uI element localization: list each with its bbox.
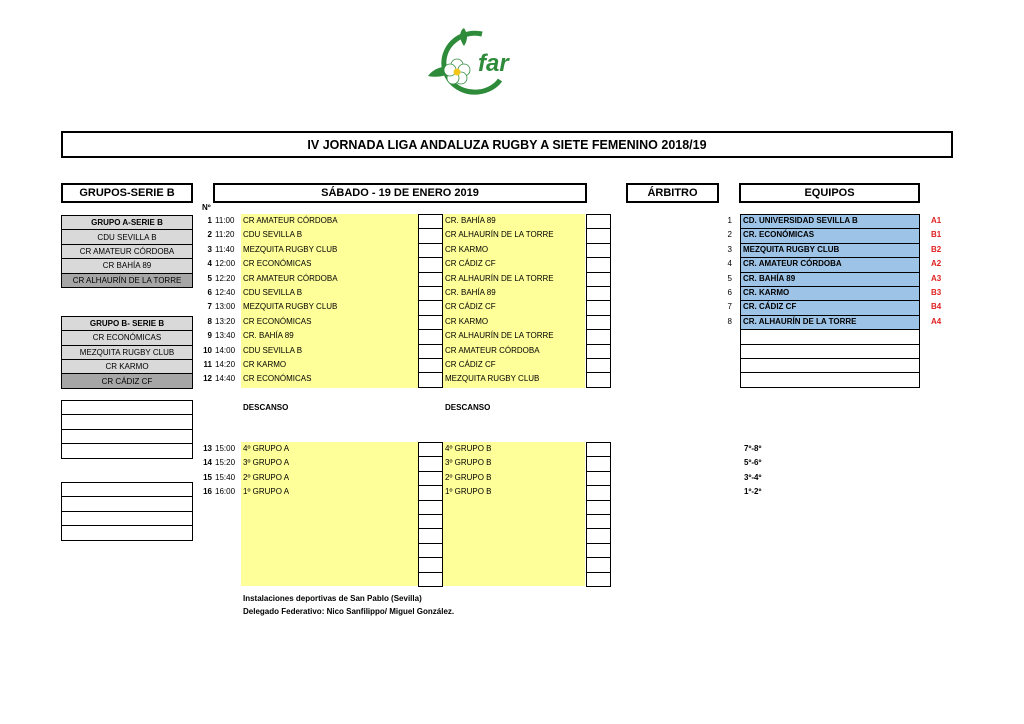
team-code: A1 (931, 216, 942, 225)
placement-label: 3º-4º (744, 472, 762, 482)
group-cell: CR KARMO (61, 359, 193, 374)
score-b-box (586, 442, 611, 457)
team-index: 6 (727, 288, 732, 297)
score-a-box (418, 485, 443, 500)
team-b-name: 4º GRUPO B (445, 444, 492, 453)
placement-label: 5º-6º (744, 458, 762, 468)
team-a-name: CDU SEVILLA B (243, 345, 303, 355)
score-b-box (586, 300, 611, 315)
match-time: 12:40 (215, 288, 236, 297)
rest-label-a: DESCANSO (243, 403, 289, 412)
referee-header-label: ÁRBITRO (647, 187, 698, 199)
score-a-box (418, 329, 443, 344)
delegate-text: Delegado Federativo: Nico Sanfilippo/ Miguel González. (243, 607, 455, 616)
team-b-name: CR CÁDIZ CF (445, 360, 496, 369)
team-code: B1 (931, 230, 942, 240)
team-a-name: CR AMATEUR CÓRDOBA (243, 216, 338, 225)
team-a-name: CDU SEVILLA B (243, 288, 303, 297)
group-cell: CR AMATEUR CÓRDOBA (61, 244, 193, 259)
score-a-box (418, 528, 443, 543)
groups-header (61, 183, 193, 203)
team-empty-row (740, 329, 920, 344)
score-b-box (586, 329, 611, 344)
empty-row (61, 525, 193, 540)
date-header (213, 183, 587, 203)
score-a-box (418, 300, 443, 315)
score-a-box (418, 572, 443, 587)
match-time: 15:40 (215, 472, 236, 482)
group-cell: CR CÁDIZ CF (61, 373, 193, 388)
group-cell: CR ECONÓMICAS (61, 330, 193, 345)
team-b-name: CR AMATEUR CÓRDOBA (445, 345, 540, 355)
team-b-name: CR CÁDIZ CF (445, 302, 496, 312)
empty-row (61, 400, 193, 415)
team-b-name: CR CÁDIZ CF (445, 259, 496, 269)
team-index: 1 (727, 216, 732, 225)
match-number: 15 (203, 472, 212, 482)
match-time: 13:40 (215, 331, 236, 341)
score-a-box (418, 257, 443, 272)
score-b-box (586, 557, 611, 572)
match-time: 15:20 (215, 458, 236, 468)
empty-row (61, 429, 193, 444)
team-entry: CR. AMATEUR CÓRDOBA (740, 257, 920, 272)
group-cell: CDU SEVILLA B (61, 229, 193, 244)
team-a-name: CR AMATEUR CÓRDOBA (243, 273, 338, 283)
team-b-name: MEZQUITA RUGBY CLUB (445, 374, 540, 384)
match-number: 14 (203, 458, 212, 468)
score-b-box (586, 471, 611, 486)
match-time: 13:00 (215, 302, 236, 312)
empty-row (61, 482, 193, 497)
match-number: 2 (207, 230, 212, 240)
team-entry: CR. BAHÍA 89 (740, 272, 920, 287)
score-a-box (418, 456, 443, 471)
group-cell: CR ALHAURÍN DE LA TORRE (61, 273, 193, 288)
score-b-box (586, 344, 611, 359)
team-b-name: CR ALHAURÍN DE LA TORRE (445, 230, 554, 240)
placement-label: 1º-2º (744, 487, 762, 497)
team-code: A2 (931, 259, 942, 269)
empty-row (61, 511, 193, 526)
logo-text: far (478, 50, 509, 77)
score-a-box (418, 557, 443, 572)
score-b-box (586, 572, 611, 587)
team-b-name: 2º GRUPO B (445, 472, 492, 482)
empty-row (61, 414, 193, 429)
team-b-name: CR. BAHÍA 89 (445, 216, 496, 225)
team-entry: CR. ALHAURÍN DE LA TORRE (740, 315, 920, 330)
team-a-name: CR ECONÓMICAS (243, 374, 312, 384)
score-b-box (586, 315, 611, 330)
score-b-box (586, 372, 611, 387)
team-b-name: CR KARMO (445, 244, 489, 254)
match-number: 9 (207, 331, 212, 341)
match-number: 7 (207, 302, 212, 312)
page-title (61, 131, 953, 158)
score-a-box (418, 315, 443, 330)
team-index: 5 (727, 273, 732, 283)
score-b-box (586, 272, 611, 287)
group-cell: MEZQUITA RUGBY CLUB (61, 345, 193, 360)
score-b-box (586, 543, 611, 558)
team-a-name: 2º GRUPO A (243, 472, 290, 482)
score-b-box (586, 286, 611, 301)
teams-header-label: EQUIPOS (804, 187, 855, 199)
team-index: 2 (727, 230, 732, 240)
match-time: 14:20 (215, 360, 236, 369)
page-title-text: IV JORNADA LIGA ANDALUZA RUGBY A SIETE FEMENINO 2018/19 (307, 137, 707, 152)
score-a-box (418, 358, 443, 373)
match-number: 8 (207, 316, 212, 326)
group-cell: GRUPO A-SERIE B (61, 215, 193, 230)
team-a-name: MEZQUITA RUGBY CLUB (243, 302, 338, 312)
team-entry: MEZQUITA RUGBY CLUB (740, 243, 920, 258)
match-number: 11 (203, 360, 212, 369)
score-a-box (418, 543, 443, 558)
match-number: 3 (207, 244, 212, 254)
match-time: 11:40 (215, 244, 235, 254)
team-a-name: CDU SEVILLA B (243, 230, 303, 240)
team-entry: CR. KARMO (740, 286, 920, 301)
score-a-box (418, 471, 443, 486)
team-empty-row (740, 344, 920, 359)
score-a-box (418, 372, 443, 387)
team-b-name: CR ALHAURÍN DE LA TORRE (445, 273, 554, 283)
team-a-name: MEZQUITA RUGBY CLUB (243, 244, 338, 254)
score-a-box (418, 243, 443, 258)
team-entry: CD. UNIVERSIDAD SEVILLA B (740, 214, 920, 229)
group-cell: CR BAHÍA 89 (61, 258, 193, 273)
score-b-box (586, 485, 611, 500)
score-b-box (586, 500, 611, 515)
match-time: 12:20 (215, 273, 236, 283)
match-number: 16 (203, 487, 212, 497)
match-number: 4 (207, 259, 212, 269)
team-code: B2 (931, 244, 942, 254)
team-a-name: 1º GRUPO A (243, 487, 290, 497)
team-code: A4 (931, 316, 942, 326)
team-index: 3 (727, 244, 732, 254)
score-b-box (586, 243, 611, 258)
score-a-box (418, 214, 443, 229)
team-empty-row (740, 372, 920, 387)
group-cell: GRUPO B- SERIE B (61, 316, 193, 331)
team-a-name: 4º GRUPO A (243, 444, 290, 453)
match-number: 1 (207, 216, 212, 225)
rest-label-b: DESCANSO (445, 403, 491, 412)
team-code: B3 (931, 288, 942, 297)
team-empty-row (740, 358, 920, 373)
placement-label: 7º-8º (744, 444, 762, 453)
match-time: 11:00 (215, 216, 235, 225)
team-index: 7 (727, 302, 732, 312)
match-number: 13 (203, 444, 212, 453)
score-b-box (586, 358, 611, 373)
match-time: 14:40 (215, 374, 236, 384)
match-time: 15:00 (215, 444, 236, 453)
score-b-box (586, 514, 611, 529)
empty-row (61, 496, 193, 511)
team-a-name: CR. BAHÍA 89 (243, 331, 294, 341)
score-b-box (586, 456, 611, 471)
number-header: Nº (202, 203, 211, 212)
team-b-name: CR ALHAURÍN DE LA TORRE (445, 331, 554, 341)
teams-header (739, 183, 920, 203)
far-logo-graphic (424, 28, 524, 98)
referee-header (626, 183, 719, 203)
score-b-box (586, 214, 611, 229)
team-a-name: CR ECONÓMICAS (243, 259, 312, 269)
match-number: 6 (207, 288, 212, 297)
team-index: 8 (727, 316, 732, 326)
team-a-name: CR KARMO (243, 360, 287, 369)
team-b-name: 3º GRUPO B (445, 458, 492, 468)
team-b-name: CR. BAHÍA 89 (445, 288, 496, 297)
score-b-box (586, 228, 611, 243)
match-time: 11:20 (215, 230, 235, 240)
match-number: 10 (203, 345, 212, 355)
team-code: A3 (931, 273, 942, 283)
match-time: 12:00 (215, 259, 236, 269)
score-a-box (418, 442, 443, 457)
score-a-box (418, 286, 443, 301)
team-code: B4 (931, 302, 942, 312)
match-time: 16:00 (215, 487, 236, 497)
score-b-box (586, 528, 611, 543)
score-a-box (418, 228, 443, 243)
score-a-box (418, 500, 443, 515)
venue-text: Instalaciones deportivas de San Pablo (Sevilla) (243, 594, 422, 603)
team-b-name: 1º GRUPO B (445, 487, 492, 497)
far-logo (424, 28, 524, 98)
team-a-name: 3º GRUPO A (243, 458, 290, 468)
empty-row (61, 443, 193, 458)
match-number: 12 (203, 374, 212, 384)
team-entry: CR. ECONÓMICAS (740, 228, 920, 243)
score-a-box (418, 272, 443, 287)
match-time: 14:00 (215, 345, 236, 355)
team-entry: CR. CÁDIZ CF (740, 300, 920, 315)
score-a-box (418, 344, 443, 359)
team-a-name: CR ECONÓMICAS (243, 316, 312, 326)
match-number: 5 (207, 273, 212, 283)
score-a-box (418, 514, 443, 529)
date-header-label: SÁBADO - 19 DE ENERO 2019 (321, 187, 479, 199)
match-time: 13:20 (215, 316, 236, 326)
team-index: 4 (727, 259, 732, 269)
groups-header-label: GRUPOS-SERIE B (79, 187, 175, 199)
team-b-name: CR KARMO (445, 316, 489, 326)
score-b-box (586, 257, 611, 272)
